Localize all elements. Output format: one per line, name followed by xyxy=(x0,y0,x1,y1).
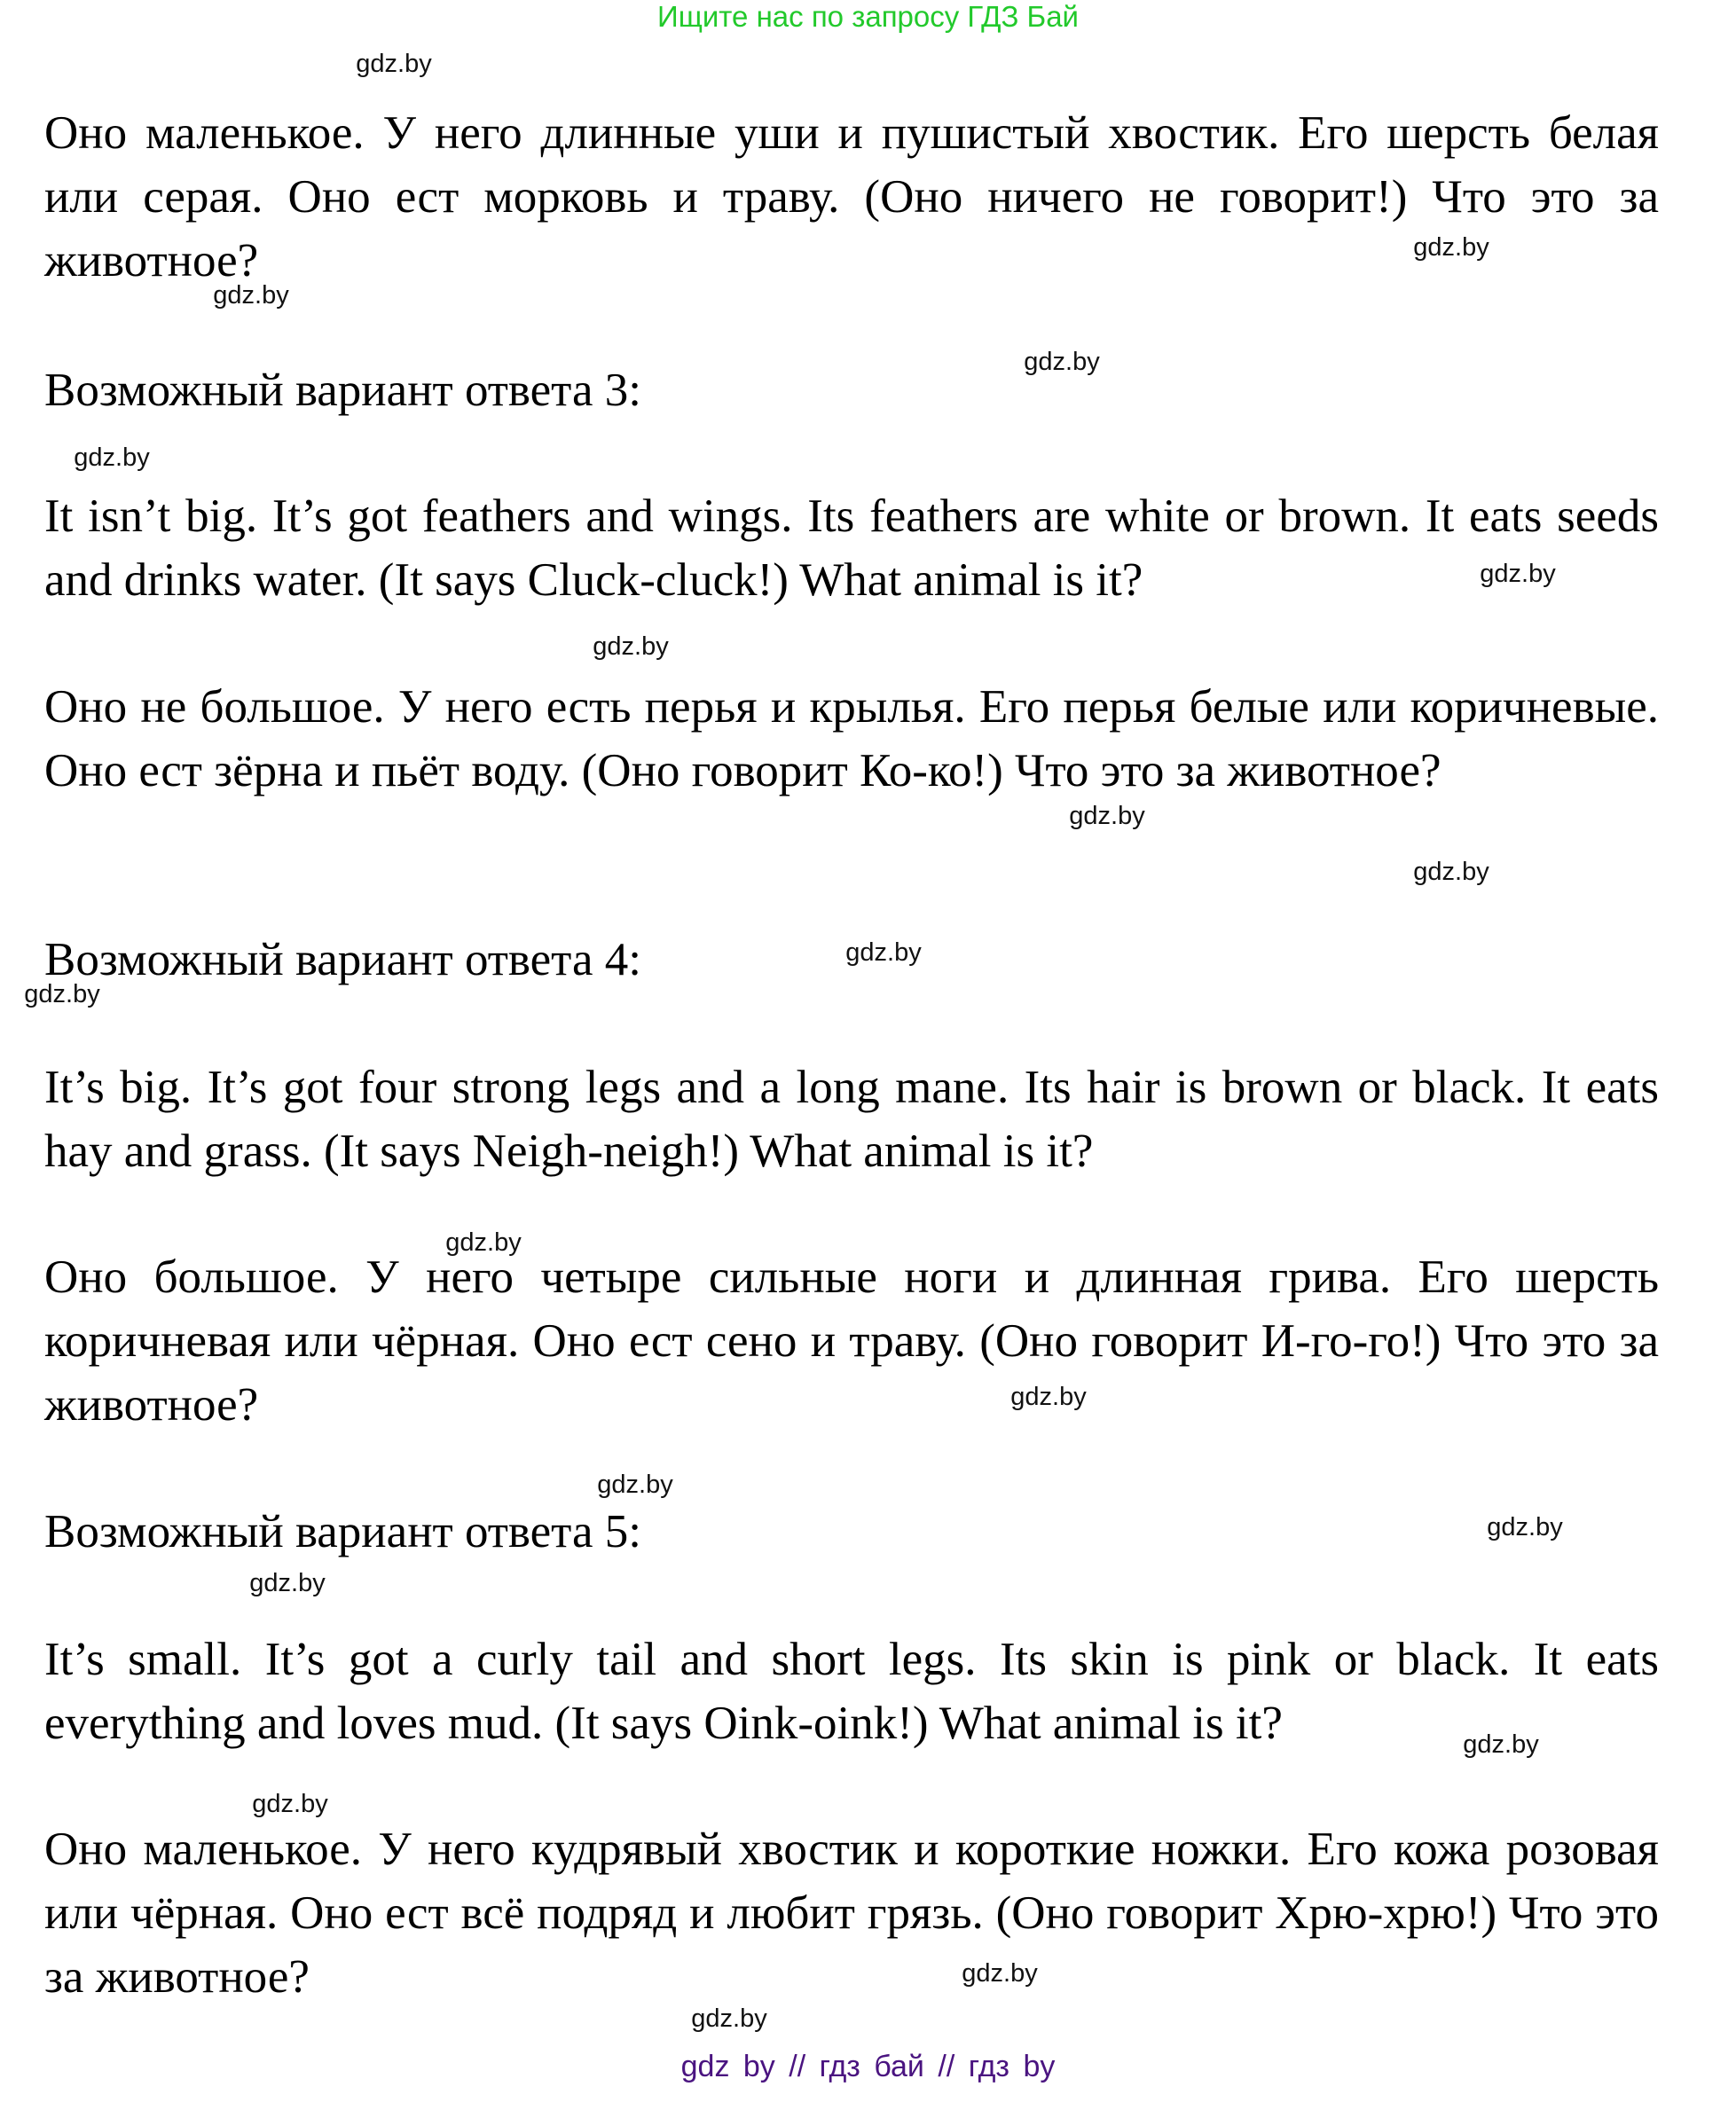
watermark: gdz.by xyxy=(1413,858,1489,886)
watermark: gdz.by xyxy=(593,632,669,661)
watermark: gdz.by xyxy=(249,1569,326,1597)
watermark: gdz.by xyxy=(1480,560,1556,588)
watermark: gdz.by xyxy=(252,1790,328,1818)
watermark: gdz.by xyxy=(24,980,100,1008)
answer-3-heading: Возможный вариант ответа 3: xyxy=(44,365,641,416)
watermark: gdz.by xyxy=(445,1228,522,1257)
watermark: gdz.by xyxy=(1024,348,1100,376)
answer-2-russian-text: Оно маленькое. У него длинные уши и пушистый хвостик. Его шерсть белая или серая. Оно ест морковь и траву. (Оно ничего не говорит!) Что это за животное? xyxy=(44,107,1659,286)
watermark: gdz.by xyxy=(845,938,922,967)
site-search-banner: Ищите нас по запросу ГДЗ Бай xyxy=(657,0,1079,33)
answer-3-english-text: It isn’t big. It’s got feathers and wings. Its feathers are white or brown. It eats seeds and drinks water. (It says Cluck-cluck!) What animal is it? xyxy=(44,490,1659,606)
answer-4-russian-text: Оно большое. У него четыре сильные ноги и длинная грива. Его шерсть коричневая или чёрная. Оно ест сено и траву. (Оно говорит И-го-го!) Что это за животное? xyxy=(44,1251,1659,1431)
watermark: gdz.by xyxy=(1069,802,1145,830)
watermark: gdz.by xyxy=(356,50,432,78)
answer-5-russian-text: Оно маленькое. У него кудрявый хвостик и короткие ножки. Его кожа розовая или чёрная. Оно ест всё подряд и любит грязь. (Оно говорит Хрю-хрю!) Что это за животное? xyxy=(44,1824,1659,2003)
watermark: gdz.by xyxy=(1413,233,1489,262)
watermark: gdz.by xyxy=(213,281,289,310)
watermark: gdz.by xyxy=(691,2004,767,2033)
watermark: gdz.by xyxy=(74,443,150,472)
answer-5-heading: Возможный вариант ответа 5: xyxy=(44,1506,641,1557)
footer-site-links: gdz by // гдз бай // гдз by xyxy=(680,2050,1056,2083)
answer-5-english-text: It’s small. It’s got a curly tail and short legs. Its skin is pink or black. It eats everything and loves mud. (It says Oink-oink!) What animal is it? xyxy=(44,1634,1659,1749)
watermark: gdz.by xyxy=(1463,1730,1539,1759)
watermark: gdz.by xyxy=(597,1471,673,1499)
watermark: gdz.by xyxy=(1010,1383,1087,1411)
answer-4-heading: Возможный вариант ответа 4: xyxy=(44,934,641,985)
watermark: gdz.by xyxy=(1487,1513,1563,1541)
watermark: gdz.by xyxy=(962,1959,1038,1988)
answer-4-english-text: It’s big. It’s got four strong legs and a long mane. Its hair is brown or black. It eats hay and grass. (It says Neigh-neigh!) What animal is it? xyxy=(44,1062,1659,1177)
answer-3-russian-text: Оно не большое. У него есть перья и крылья. Его перья белые или коричневые. Оно ест зёрна и пьёт воду. (Оно говорит Ко-ко!) Что это за животное? xyxy=(44,681,1659,796)
